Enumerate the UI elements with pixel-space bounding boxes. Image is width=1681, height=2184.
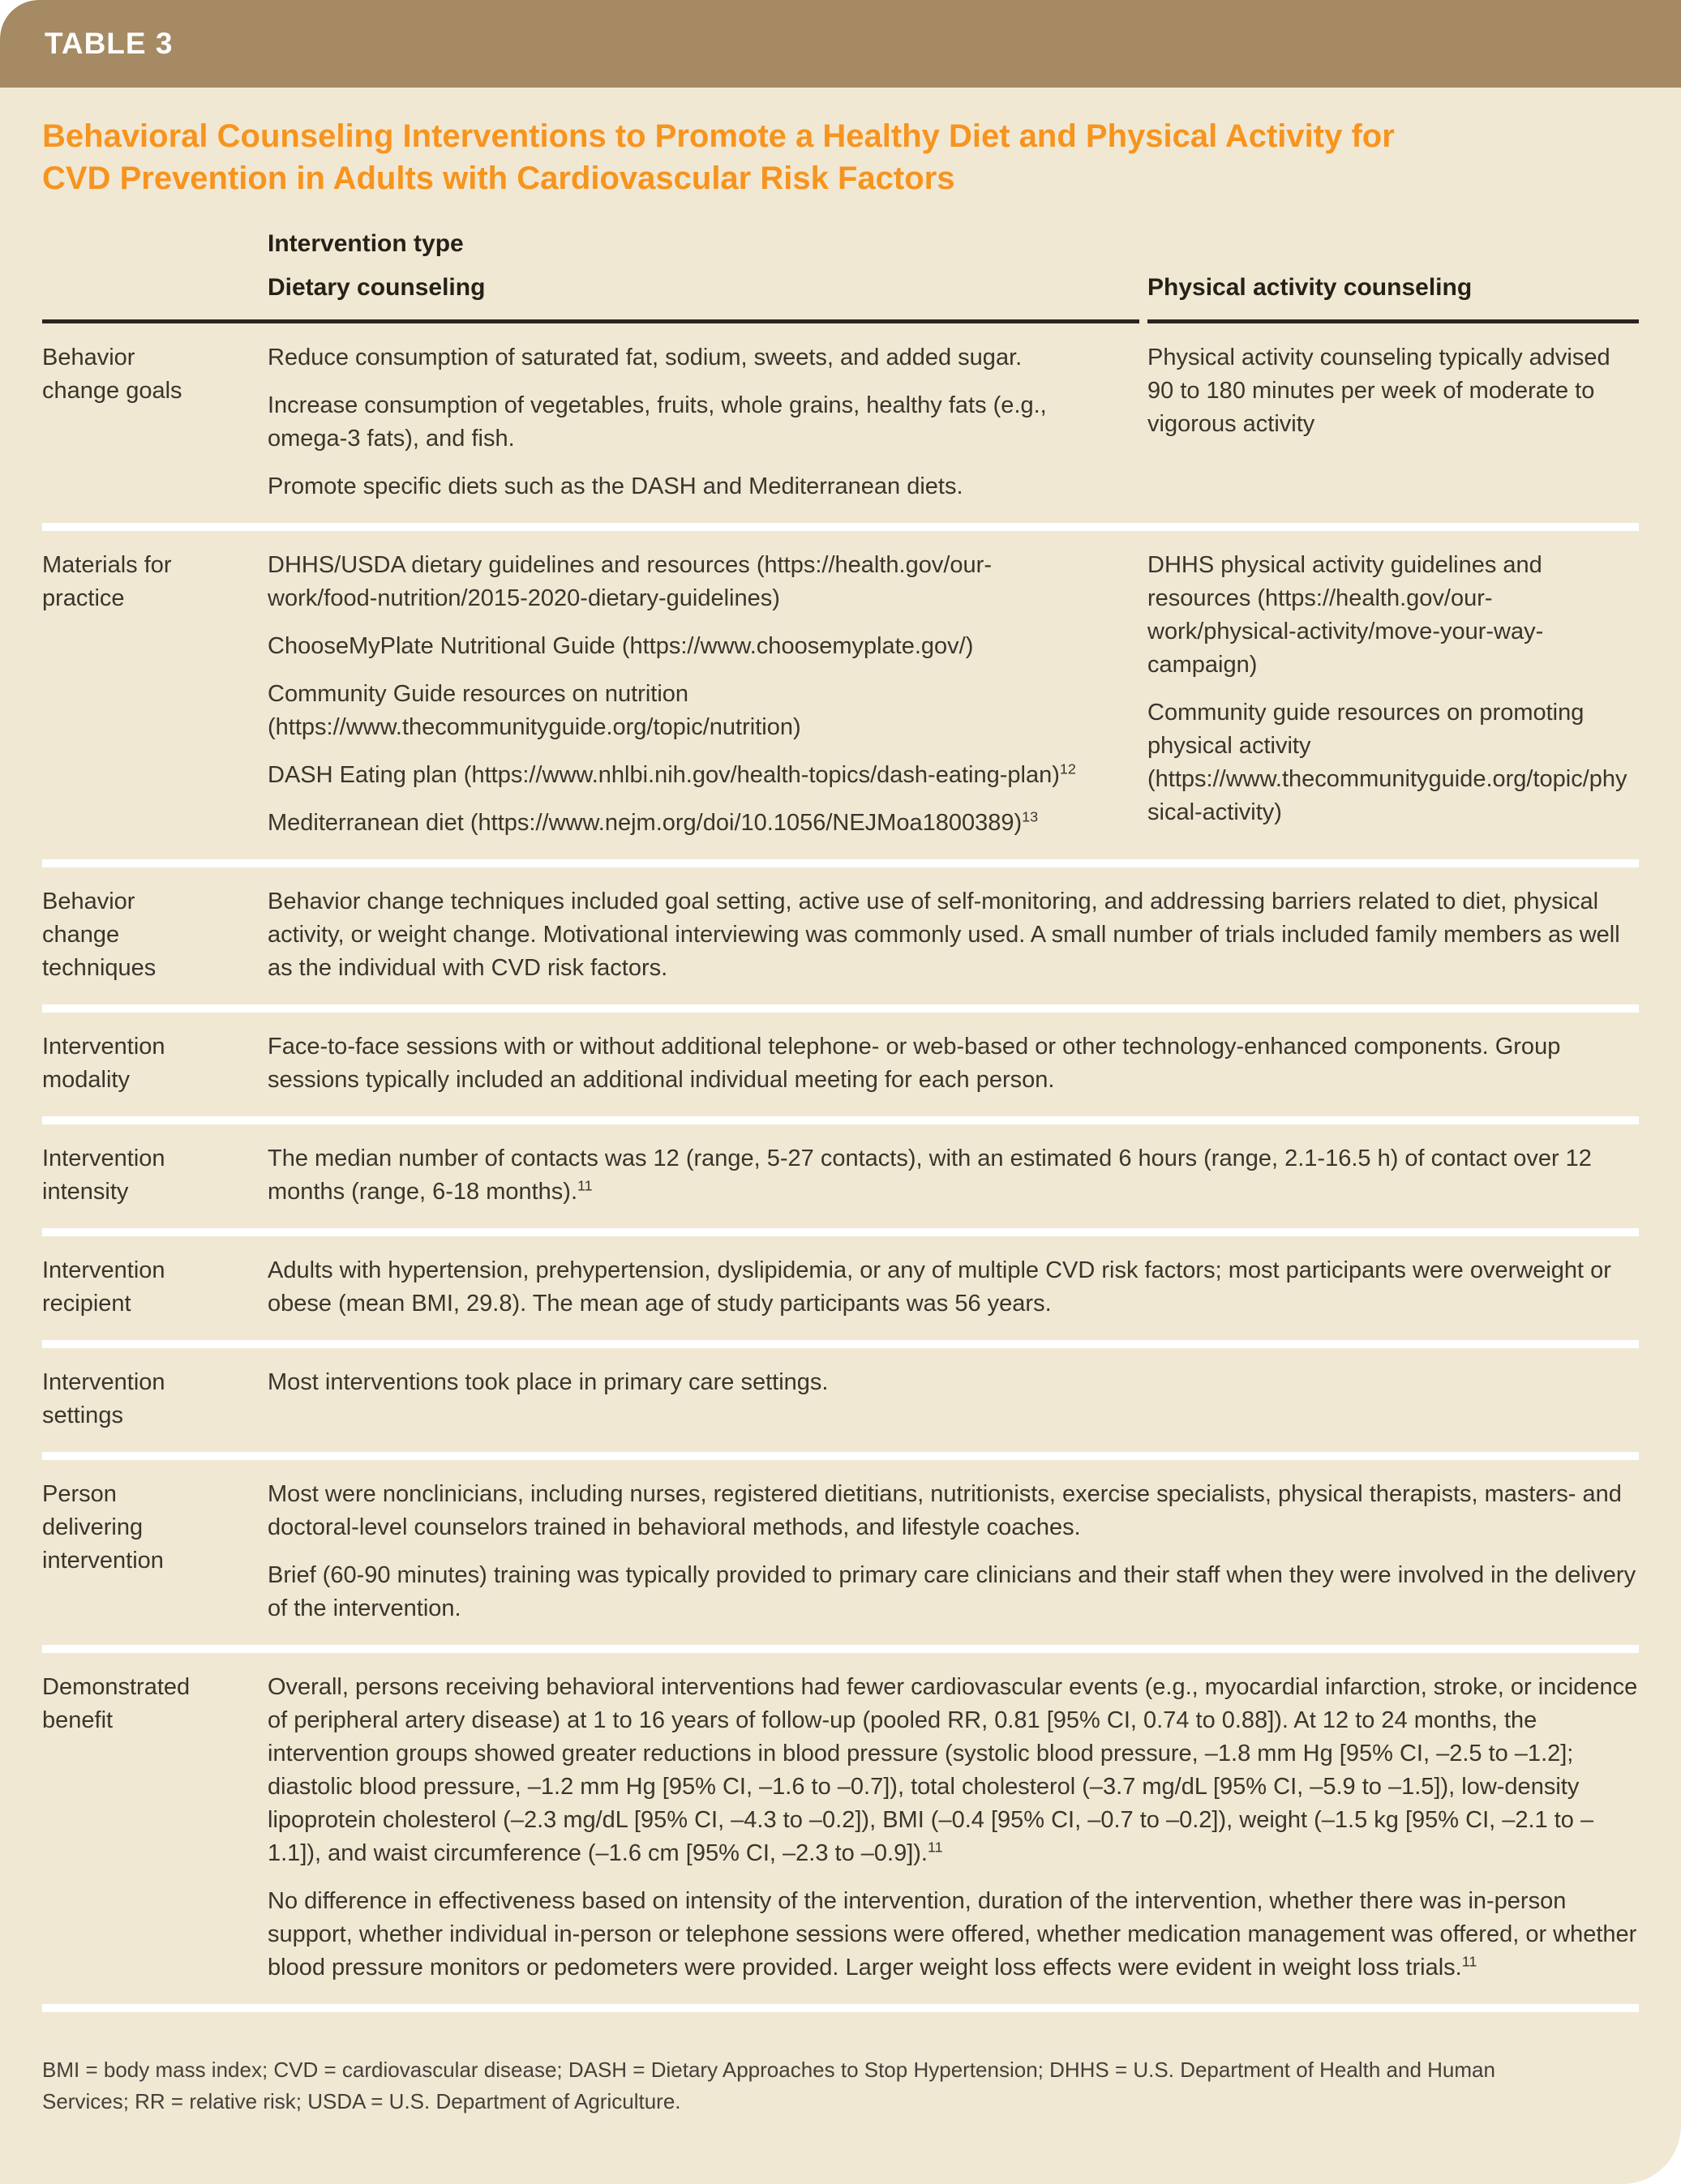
row-label-intervention-settings: Intervention settings — [42, 1369, 165, 1428]
paragraph-text: Adults with hypertension, prehypertension, dyslipidemia, or any of multiple CVD risk factors; most participants were overweight or obese (mean BMI, 29.8). The mean age of study participants was 56 years. — [268, 1257, 1611, 1317]
column-header-dietary: Dietary counseling — [268, 274, 486, 301]
paragraph-text: Face-to-face sessions with or without additional telephone- or web-based or other technology-enhanced components. Group sessions typically included an additional individual meeting for each person. — [268, 1034, 1561, 1093]
reference-mark: 12 — [1059, 760, 1076, 777]
row-label-intervention-modality: Intervention modality — [42, 1034, 165, 1093]
paragraph-text: Physical activity counseling typically advised 90 to 180 minutes per week of moderate to vigorous activity — [1147, 345, 1610, 437]
reference-mark: 11 — [577, 1177, 593, 1194]
cell-materials-physical — [1147, 531, 1639, 859]
table-header-bar — [0, 0, 1681, 88]
paragraph-text: Community guide resources on promoting physical activity (https://www.thecommunityguide.org/topic/physical-activity) — [1147, 700, 1627, 825]
row-separator — [42, 1340, 1639, 1348]
reference-mark: 11 — [1461, 1953, 1477, 1970]
row-label-behavior-change-techniques: Behavior change techniques — [42, 889, 157, 981]
footnote-separator — [42, 2004, 1639, 2012]
paragraph — [268, 470, 1091, 503]
row-separator — [42, 1004, 1639, 1013]
paragraph-text: No difference in effectiveness based on intensity of the intervention, duration of the intervention, whether there was in-person support, whether individual in-person or telephone sessions were offered, whether medication management was offered, or whether blood pressure monitors or pedometers were provided. Larger weight loss effects were evident in weight loss trials. — [268, 1888, 1637, 1981]
paragraph — [268, 885, 1639, 985]
paragraph-text: Most interventions took place in primary care settings. — [268, 1369, 829, 1395]
paragraph-text: Most were nonclinicians, including nurses, registered dietitians, nutritionists, exercise specialists, physical therapists, masters- and doctoral-level counselors trained in behavioral methods, and lifestyle coaches. — [268, 1481, 1622, 1540]
paragraph-text: Reduce consumption of saturated fat, sodium, sweets, and added sugar. — [268, 345, 1023, 370]
paragraph — [268, 389, 1091, 456]
paragraph — [1147, 341, 1639, 441]
cell-behavior-change-goals-dietary — [268, 323, 1139, 523]
column-group-header: Intervention type — [268, 230, 464, 257]
paragraph-text: ChooseMyPlate Nutritional Guide (https://www.choosemyplate.gov/) — [268, 633, 974, 659]
cell-demonstrated-benefit — [268, 1653, 1639, 2004]
paragraph — [1147, 549, 1639, 682]
cell-materials-dietary — [268, 531, 1139, 859]
paragraph — [268, 1559, 1639, 1625]
row-separator — [42, 1228, 1639, 1236]
table-label: TABLE 3 — [45, 27, 174, 60]
paragraph — [268, 1671, 1639, 1870]
reference-mark: 11 — [927, 1839, 943, 1856]
cell-behavior-change-goals-physical — [1147, 323, 1639, 523]
row-separator — [42, 1645, 1639, 1653]
cell-behavior-change-techniques — [268, 867, 1639, 1004]
paragraph — [268, 759, 1091, 792]
row-separator — [42, 1116, 1639, 1124]
paragraph — [268, 678, 1091, 744]
table-content — [0, 115, 1681, 2184]
cell-intervention-intensity — [268, 1124, 1639, 1228]
paragraph-text: DASH Eating plan (https://www.nhlbi.nih.gov/health-topics/dash-eating-plan) — [268, 762, 1060, 788]
cell-person-delivering-intervention — [268, 1460, 1639, 1645]
reference-mark: 13 — [1022, 808, 1039, 825]
paragraph-text: Overall, persons receiving behavioral interventions had fewer cardiovascular events (e.g., myocardial infarction, stroke, or incidence of peripheral artery disease) at 1 to 16 years of follow-up (pooled RR, 0.81 [95% CI, 0.74 to 0.88]). At 12 to 24 months, the intervention groups showed greater reductions in blood pressure (systolic blood pressure, –1.8 mm Hg [95% CI, –2.5 to –1.2]; diastolic blood pressure, –1.2 mm Hg [95% CI, –1.6 to –0.7]), total cholesterol (–3.7 mg/dL [95% CI, –5.9 to –1.5]), low-density lipoprotein cholesterol (–2.3 mg/dL [95% CI, –4.3 to –0.2]), BMI (–0.4 [95% CI, –0.7 to –0.2]), weight (–1.5 kg [95% CI, –2.1 to –1.1]), and waist circumference (–1.6 cm [95% CI, –2.3 to –0.9]). — [268, 1674, 1638, 1866]
paragraph — [268, 1254, 1639, 1321]
paragraph — [268, 1366, 1639, 1399]
paragraph — [268, 1030, 1639, 1097]
paragraph-text: The median number of contacts was 12 (range, 5-27 contacts), with an estimated 6 hours (range, 2.1-16.5 h) of contact over 12 months (range, 6-18 months). — [268, 1146, 1592, 1205]
paragraph-text: Mediterranean diet (https://www.nejm.org/doi/10.1056/NEJMoa1800389) — [268, 810, 1023, 836]
row-separator — [42, 1452, 1639, 1460]
cell-intervention-recipient — [268, 1236, 1639, 1340]
row-separator — [42, 859, 1639, 867]
table-grid — [42, 199, 1639, 2139]
paragraph — [268, 630, 1091, 663]
column-header-physical-activity: Physical activity counseling — [1147, 274, 1473, 301]
table-title: Behavioral Counseling Interventions to Promote a Healthy Diet and Physical Activity for CVD Prevention in Adults with Cardiovascular Risk Factors — [42, 118, 1395, 196]
paragraph — [268, 1142, 1639, 1209]
row-label-person-delivering-intervention: Person delivering intervention — [42, 1481, 164, 1574]
paragraph-text: DHHS/USDA dietary guidelines and resources (https://health.gov/our-work/food-nutrition/2015-2020-dietary-guidelines) — [268, 552, 992, 611]
row-label-intervention-intensity: Intervention intensity — [42, 1146, 165, 1205]
paragraph — [268, 1885, 1639, 1985]
paragraph — [268, 807, 1091, 840]
paragraph — [268, 549, 1091, 615]
paragraph-text: Brief (60-90 minutes) training was typically provided to primary care clinicians and their staff when they were involved in the delivery of the intervention. — [268, 1562, 1636, 1621]
row-label-intervention-recipient: Intervention recipient — [42, 1257, 165, 1317]
paragraph — [268, 341, 1091, 375]
row-label-materials-for-practice: Materials for practice — [42, 552, 172, 611]
paragraph-text: Increase consumption of vegetables, fruits, whole grains, healthy fats (e.g., omega-3 fats), and fish. — [268, 392, 1047, 452]
paragraph — [268, 1478, 1639, 1544]
row-separator — [42, 523, 1639, 531]
paragraph-text: Community Guide resources on nutrition (https://www.thecommunityguide.org/topic/nutrition) — [268, 681, 801, 740]
row-label-demonstrated-benefit: Demonstrated benefit — [42, 1674, 191, 1733]
paragraph — [1147, 696, 1639, 829]
cell-intervention-settings — [268, 1348, 1639, 1452]
abbreviations-footnote: BMI = body mass index; CVD = cardiovascular disease; DASH = Dietary Approaches to Stop Hypertension; DHHS = U.S. Department of Health and Human Services; RR = relative risk; USDA = U.S. Department of Agriculture. — [42, 2058, 1495, 2113]
paragraph-text: DHHS physical activity guidelines and resources (https://health.gov/our-work/physical-activity/move-your-way-campaign) — [1147, 552, 1544, 678]
row-label-behavior-change-goals: Behavior change goals — [42, 345, 182, 404]
paragraph-text: Promote specific diets such as the DASH and Mediterranean diets. — [268, 473, 963, 499]
paragraph-text: Behavior change techniques included goal setting, active use of self-monitoring, and addressing barriers related to diet, physical activity, or weight change. Motivational interviewing was commonly used. A small number of trials included family members as well as the individual with CVD risk factors. — [268, 889, 1620, 981]
cell-intervention-modality — [268, 1013, 1639, 1116]
